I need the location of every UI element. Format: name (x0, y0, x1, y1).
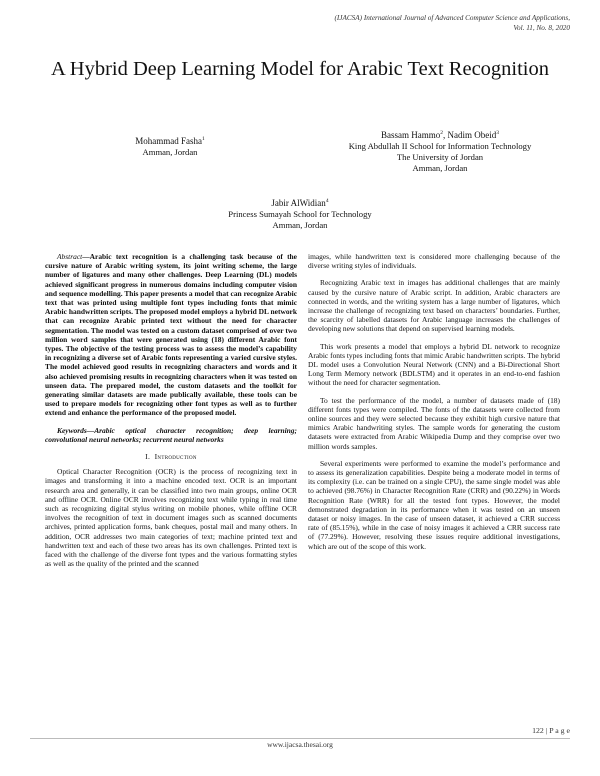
author-name: Jabir AlWidian (271, 198, 326, 208)
paragraph: Several experiments were performed to examine the model’s performance and to assess its generalization capabilities. Despite being a moderate model in terms of its complexity (i.e. can be trained on a single CPU), the same single model was able to achieved (98.76%) in Character Recognition Rate (CRR) and (90.22%) in Words Recognition Rate (WRR) for all the tested font types. However, the model demonstrated degradation in its performance when it was tested on an unseen dataset or noisy images. In the case of unseen dataset, it achieved a CRR success rate of (85.15%), while in the case of noisy images it achieved a CRR success rate of (77.29%). However, resolving these issues require additional investigations, which are out of the scope of this work. (308, 458, 560, 551)
journal-header (335, 14, 570, 33)
author-sup: 4 (325, 198, 329, 204)
author-affiliation: Princess Sumayah School for Technology (228, 209, 372, 219)
author-location: Amman, Jordan (272, 220, 328, 230)
author-name: Mohammad Fasha (135, 136, 202, 146)
section-number: I. (145, 452, 151, 462)
author-block-3 (190, 196, 410, 231)
abstract (45, 252, 297, 418)
page-label: P a g e (549, 726, 570, 735)
footer-divider (30, 738, 570, 739)
author-sup: 1 (202, 136, 205, 142)
journal-volume: Vol. 11, No. 8, 2020 (513, 23, 570, 32)
author-sup: 2 (440, 130, 443, 136)
author-location: Amman, Jordan (142, 147, 198, 157)
page-number: 122 | P a g e (532, 726, 570, 735)
author-block-1 (95, 134, 245, 158)
author-name: Bassam Hammo (381, 130, 441, 140)
paragraph: images, while handwritten text is considered more challenging because of the diverse writing styles of individuals. (308, 252, 560, 271)
keywords-label: Keywords (57, 425, 87, 435)
abstract-text: —Arabic text recognition is a challenging task because of the cursive nature of Arabic writing system, its joint writing scheme, the large number of ligatures and many other challenges. Deep Learning (DL) models achieved significant progress in numerous domains including computer vision and sequence modelling. This paper presents a model that can recognize Arabic text that was printed using multiple font types including fonts that mimic Arabic handwritten scripts. The proposed model employs a hybrid DL network that can recognize Arabic printed text without the need for character segmentation. The model was tested on a custom dataset comprised of over two million word samples that were generated using (18) different Arabic font types. The objective of the testing process was to assess the model’s capability in recognizing a diverse set of Arabic fonts representing a varied cursive styles. The model achieved good results in recognizing characters and words and it also achieved promising results in recognizing characters when it was tested on unseen data. The prepared model, the custom datasets and the toolkit for generating similar datasets are made publically available, these tools can be used to prepare models for recognizing other font types as well as to further extend and enhance the performance of the proposed model. (45, 252, 297, 418)
footer-url: www.ijacsa.thesai.org (267, 740, 333, 749)
section-heading (45, 452, 297, 461)
paper-title: A Hybrid Deep Learning Model for Arabic Text Recognition (50, 58, 550, 80)
abstract-label: Abstract (57, 252, 83, 261)
author-location: Amman, Jordan (412, 163, 468, 173)
author-block-2: Bassam Hammo$^2$, Nadim Obeid$^3$ King Abdullah II School for Information Technology The University of Jordan Amman, Jordan (330, 128, 550, 174)
section-title: Introduction (154, 452, 197, 462)
paragraph: Optical Character Recognition (OCR) is the process of recognizing text in images and transforming it into a machine encoded text. OCR is an important research area and generally, it can be classified into two main groups, online OCR and offline OCR. Online OCR involves recognizing text while typing in real time such as recognizing digital stylus writing on mobile phones, while offline OCR involves the recognition of text in document images such as scanned documents archives, printed application forms, bank cheques, postal mail and many others. In addition, OCR addresses two main categories of text; machine printed text and handwritten text and each of these two areas has its own challenges. Printed text is faced with the challenge of the diverse font types and the various formatting styles as well as the quality of the printed and the scanned (45, 467, 297, 569)
paragraph: Recognizing Arabic text in images has additional challenges that are mainly caused by the cursive nature of Arabic script. In addition, Arabic characters are connected in words, and the writing system has a large number of ligatures, which increase the challenge of recognizing text based on characters’ boundaries. Further, the scarcity of labelled datasets for Arabic language increases the challenges of developing new solutions that depend on supervised learning models. (308, 278, 560, 334)
keywords (45, 426, 297, 444)
author-affiliation: King Abdullah II School for Information Technology (348, 141, 532, 151)
author-affiliation-2: The University of Jordan (396, 152, 484, 162)
keywords-text: —Arabic optical character recognition; deep learning; convolutional neural networks; recurrent neural networks (45, 425, 297, 444)
author-sup-2: 3 (496, 130, 499, 136)
paragraph: This work presents a model that employs a hybrid DL network to recognize Arabic fonts types including fonts that mimic Arabic handwritten scripts. The hybrid DL model uses a Convolution Neural Network (CNN) and a Bi-Directional Short Long Term Memory network (BDLSTM) and it operates in an end-to-end fashion without the need for character segmentation. (308, 341, 560, 388)
left-column (45, 252, 297, 577)
author-name-2: Nadim Obeid (447, 130, 497, 140)
right-column (308, 252, 560, 559)
page-number-value: 122 (532, 726, 544, 735)
journal-name: (IJACSA) International Journal of Advanced Computer Science and Applications, (334, 14, 570, 22)
paragraph: To test the performance of the model, a number of datasets made of (18) different fonts types were compiled. The fonts of the datasets were collected from online sources and they were selected because they exhibit high cursive nature that mimics Arabic handwriting styles. The sample words for generating the custom datasets were extracted from Arabic Wikipedia Dump and they comprise over two million words samples. (308, 395, 560, 451)
